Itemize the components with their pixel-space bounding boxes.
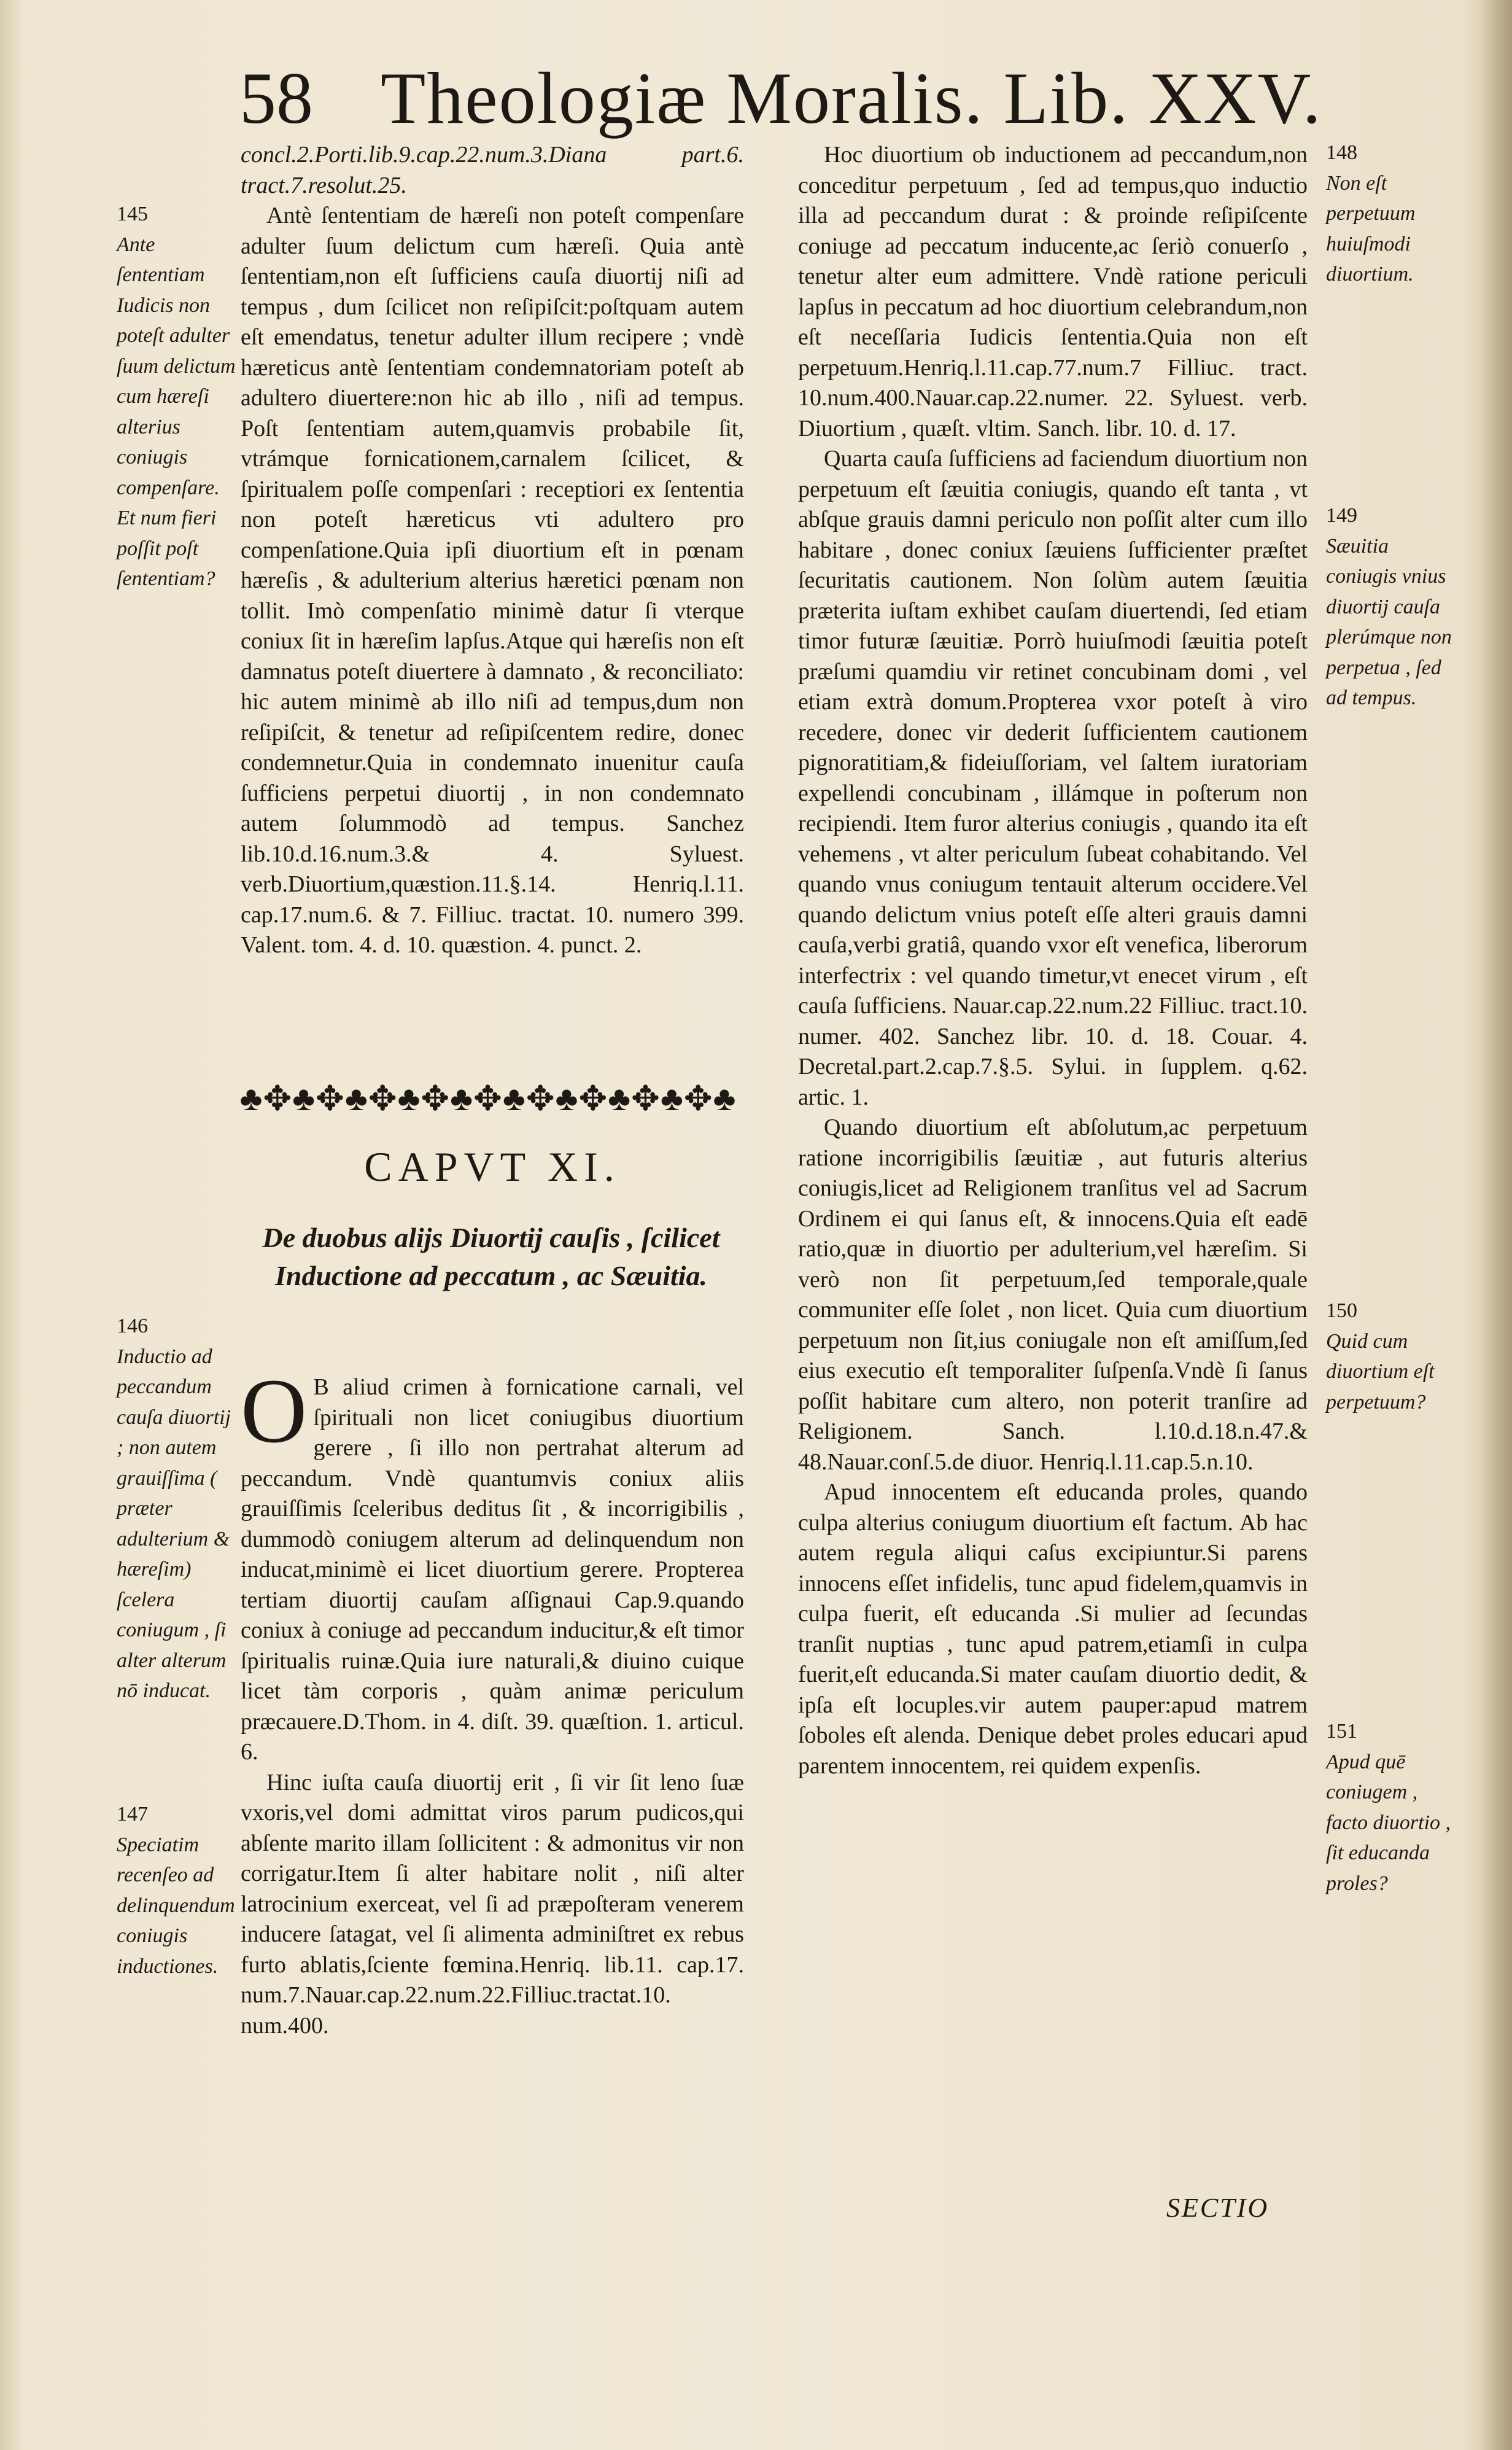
page-header — [239, 49, 1322, 141]
citation-continuation: concl.2.Porti.lib.9.cap.22.num.3.Diana part.6. tract.7.resolut.25. — [241, 142, 744, 198]
margin-note-text: Sæuitia coniugis vnius diuortij cauſa plerúmque non perpetua , ſed ad tempus. — [1326, 534, 1452, 709]
paragraph-147: Hinc iuſta cauſa diuortij erit , ſi vir ſit leno ſuæ vxoris,vel domi admittat viros parum pudicos,qui abſente marito illam ſollicitent : & admonitus vir non corrigatur.Item ſi alter habitare nolit , niſi alter latrocinium exerceat, vel ſi ad præpoſteram venerem inducere ſatagat, vel ſi alimenta adminiſtret ex rebus furto ablatis,ſciente fœmina.Henriq. lib.11. cap.17. num.7.Nauar.cap.22.num.22.Filliuc.tractat.10. num.400. — [241, 1769, 744, 2039]
margin-note-text: Quid cum diuortium eſt perpetuum? — [1326, 1329, 1435, 1414]
chapter-subtitle: De duobus alijs Diuortij cauſis , ſcilicet Inductione ad peccatum , ac Sæuitia. — [262, 1222, 720, 1291]
left-column-lower — [241, 1360, 744, 2041]
margin-note-151 — [1326, 1716, 1461, 1899]
paragraph-146-text: B aliud crimen à fornicatione carnali, vel ſpirituali non licet coniugibus diuortium gerere , ſi illo non pertrahat alterum ad peccandum. Vndè quantumvis coniux aliis grauiſſimis ſceleribus deditus ſit , & incorrigibilis , dummodò coniugem alterum ad delinquendum non inducat,minimè ei licet diuortium gerere. Propterea tertiam diuortij cauſam aſſignaui Cap.9.quando coniux à coniuge ad peccandum inducitur,& eſt timor ſpiritualis ruinæ.Quia iure naturali,& diuino cuique licet tàm corporis , quàm animæ periculum præcauere.D.Thom. in 4. diſt. 39. quæſtion. 1. articul. 6. — [241, 1374, 744, 1765]
margin-number: 146 — [117, 1315, 148, 1337]
catchword: SECTIO — [1166, 2193, 1270, 2223]
paragraph-151: Apud innocentem eſt educanda proles, quando culpa alterius coniugum diuortium eſt factum. Ab hac autem regula aliqui caſus excipiuntur.Si parens innocens eſſet infidelis, tunc apud fidelem,quamvis in culpa fuerit, eſt educanda .Si mulier ad ſecundas tranſit nuptias , tunc apud patrem,etiamſi in culpa fuerit,eſt educanda.Si mater cauſam diuortio dedit, & ipſa eſt locuples.vir autem pauper:apud matrem ſoboles eſt alenda. Denique debet proles educari apud parentem innocentem, rei quidem expenſis. — [798, 1479, 1308, 1779]
margin-number: 149 — [1326, 504, 1357, 527]
running-title: Theologiæ Moralis. Lib. XXV. — [381, 57, 1322, 139]
paragraph-150: Quando diuortium eſt abſolutum,ac perpetuum ratione incorrigibilis ſæuitiæ , aut futuris alterius coniugis,licet ad Religionem tranſitus vel ad Sacrum Ordinem ei qui ſanus eſt, & innocens.Quia eſt eadē ratio,quæ in diuortio per adulterium,vel hæreſim. Si verò non ſit perpetuum,ſed temporale,quale communiter eſſe ſolet , non licet. Quia cum diuortium perpetuum non ſit,ius coniugale non eſt amiſſum,ſed eius executio eſt temporaliter ſuſpenſa.Vndè ſi ſanus poſſit habitare cum altero, non poterit tranſire ad Religionem. Sanch. l.10.d.18.n.47.& 48.Nauar.conſ.5.de diuor. Henriq.l.11.cap.5.n.10. — [798, 1114, 1308, 1475]
margin-number: 145 — [117, 203, 148, 225]
right-column — [798, 140, 1308, 1781]
margin-number: 151 — [1326, 1720, 1357, 1743]
margin-number: 147 — [117, 1803, 148, 1826]
chapter-title: CAPVT XI. — [364, 1143, 621, 1190]
binding-shadow — [1478, 0, 1512, 2450]
margin-note-text: Non eſt perpetuum huiuſmodi diuortium. — [1326, 171, 1416, 286]
paragraph-146 — [241, 1360, 744, 1768]
drop-cap: O — [241, 1360, 308, 1462]
margin-note-text: Speciatim recenſeo ad delinquendum coniugis inductiones. — [117, 1833, 235, 1978]
margin-note-146 — [117, 1311, 239, 1706]
fleuron-ornament: ♣✥♣✥♣✥♣✥♣✥♣✥♣✥♣✥♣✥♣ — [239, 1080, 737, 1118]
paragraph-149: Quarta cauſa ſufficiens ad faciendum diuortium non perpetuum eſt ſæuitia coniugis, quando eſt tanta , vt abſque grauis damni periculo non poſſit alter cum illo habitare , donec coniux ſæuiens ſufficienter præſtet ſecuritatis cautionem. Non ſolùm autem ſæuitia præterita iuſtam exhibet cauſam diuertendi, ſed etiam timor futuræ ſæuitiæ. Porrò huiuſmodi ſæuitia poteſt præſumi quamdiu vir retinet concubinam domi , vel etiam extrà domum.Propterea vxor poteſt à viro recedere, donec vir dederit ſufficientem cautionem pignoratitiam,& fideiuſſoriam, vel ſaltem iuratoriam expellendi concubinam , illámque in poſterum non recipiendi. Item furor alterius coniugis , quando ita eſt vehemens , vt alter periculum ſubeat cohabitando. Vel quando vnus coniugum tentauit alterum occidere.Vel quando delictum vnius poteſt eſſe alteri grauis damni cauſa,verbi gratiâ, quando vxor eſt venefica, liberorum interfectrix : vel quando timetur,vt enecet virum , eſt cauſa ſufficiens. Nauar.cap.22.num.22 Filliuc. tract.10. numer. 402. Sanchez libr. 10. d. 18. Couar. 4. Decretal.part.2.cap.7.§.5. Sylui. in ſupplem. q.62. artic. 1. — [798, 446, 1308, 1110]
margin-number: 150 — [1326, 1299, 1357, 1322]
margin-note-147 — [117, 1799, 239, 1981]
margin-note-150 — [1326, 1296, 1461, 1417]
margin-note-text: Apud quē coniugem , facto diuortio , ſit educanda proles? — [1326, 1750, 1451, 1895]
paragraph-148: Hoc diuortium ob inductionem ad peccandum,non conceditur perpetuum , ſed ad tempus,quo inductio illa ad peccandum durat : & proinde reſipiſcente coniuge ad peccatum inducente,ac ſeriò conuerſo , tenetur alter eum admittere. Vndè ratione periculi lapſus in peccatum ad hoc diuortium celebrandum,non eſt neceſſaria Iudicis ſententia.Quia non eſt perpetuum.Henriq.l.11.cap.77.num.7 Filliuc. tract. 10.num.400.Nauar.cap.22.numer. 22. Syluest. verb. Diuortium , quæſt. vltim. Sanch. libr. 10. d. 17. — [798, 142, 1308, 441]
page-number: 58 — [239, 57, 313, 139]
margin-note-text: Inductio ad peccandum cauſa diuortij ; non autem grauiſſima ( præter adulterium & hæreſim) ſcelera coniugum , ſi alter alterum nō inducat. — [117, 1345, 231, 1702]
margin-number: 148 — [1326, 141, 1357, 164]
left-column — [241, 140, 744, 1073]
margin-note-text: Ante ſententiam Iudicis non poteſt adulter ſuum delictum cum hæreſi alterius coniugis compenſare. Et num fieri poſſit poſt ſententiam? — [117, 233, 236, 590]
margin-note-148 — [1326, 138, 1461, 290]
margin-note-145 — [117, 199, 239, 594]
margin-note-149 — [1326, 500, 1461, 714]
paragraph-145: Antè ſententiam de hæreſi non poteſt compenſare adulter ſuum delictum cum hæreſi. Quia antè ſententiam,non eſt ſufficiens cauſa diuortij niſi ad tempus , dum ſcilicet non reſipiſcit:poſtquam autem eſt emendatus, tenetur adulter illum recipere ; vndè hæreticus antè ſententiam condemnatoriam poteſt ab adultero diuertere:non hic ab illo , niſi ad tempus. Poſt ſententiam autem,quamvis probabile ſit, vtrámque fornicationem,carnalem ſcilicet, & ſpiritualem poſſe compenſari : receptiori ex ſententia non poteſt hæreticus vti adultero pro compenſatione.Quia ipſi diuortium eſt in pœnam hæreſis , & adulterium alterius hæretici pœnam non tollit. Imò compenſatio minimè datur ſi vterque coniux ſit in hæreſim lapſus.Atque qui hæreſis non eſt damnatus poteſt diuertere à damnato , & reconciliato: hic autem minimè ab illo niſi ad tempus,dum non reſipiſcit, & tenetur ad reſipiſcentem redire, donec condemnetur.Quia in condemnato inuenitur cauſa ſufficiens perpetui diuortij , in non condemnato autem ſolummodò ad tempus. Sanchez lib.10.d.16.num.3.& 4. Syluest. verb.Diuortium,quæstion.11.§.14. Henriq.l.11. cap.17.num.6. & 7. Filliuc. tractat. 10. numero 399. Valent. tom. 4. d. 10. quæstion. 4. punct. 2. — [241, 203, 744, 958]
